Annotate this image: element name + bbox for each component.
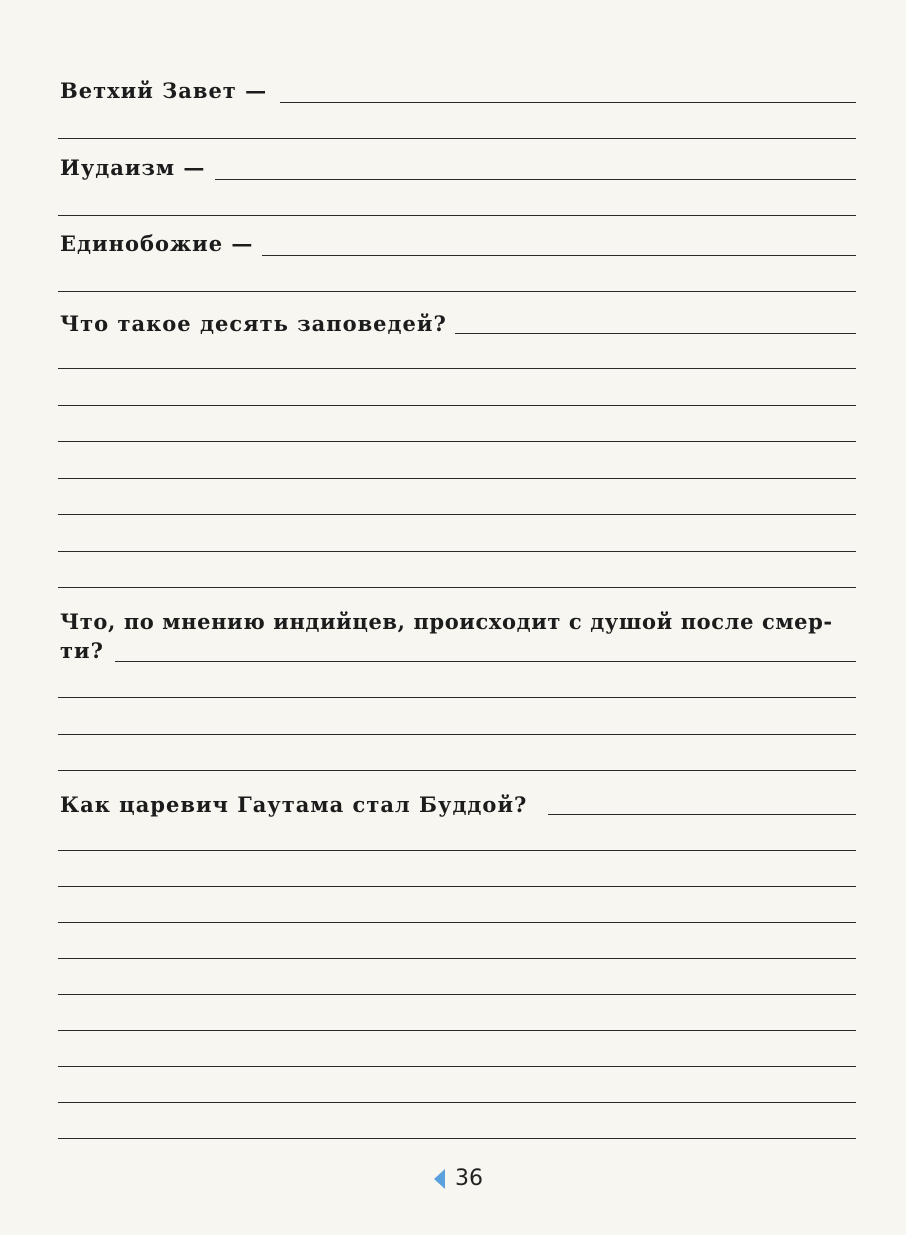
answer-line[interactable] bbox=[58, 514, 856, 515]
prompt-ten-commandments: Что такое десять заповедей? bbox=[60, 311, 447, 336]
answer-line[interactable] bbox=[58, 1066, 856, 1067]
answer-line[interactable] bbox=[58, 1102, 856, 1103]
prompt-old-testament: Ветхий Завет — bbox=[60, 78, 268, 103]
answer-line[interactable] bbox=[262, 255, 856, 256]
answer-line[interactable] bbox=[115, 661, 856, 662]
answer-line[interactable] bbox=[58, 886, 856, 887]
prompt-judaism: Иудаизм — bbox=[60, 155, 206, 180]
page-footer bbox=[434, 1166, 483, 1191]
answer-line[interactable] bbox=[58, 770, 856, 771]
answer-line[interactable] bbox=[455, 333, 856, 334]
answer-line[interactable] bbox=[58, 291, 856, 292]
answer-line[interactable] bbox=[58, 138, 856, 139]
answer-line[interactable] bbox=[548, 814, 856, 815]
answer-line[interactable] bbox=[58, 1138, 856, 1139]
answer-line[interactable] bbox=[58, 551, 856, 552]
answer-line[interactable] bbox=[58, 994, 856, 995]
answer-line[interactable] bbox=[58, 478, 856, 479]
answer-line[interactable] bbox=[58, 922, 856, 923]
answer-line[interactable] bbox=[280, 102, 856, 103]
answer-line[interactable] bbox=[58, 368, 856, 369]
answer-line[interactable] bbox=[58, 215, 856, 216]
answer-line[interactable] bbox=[58, 587, 856, 588]
answer-line[interactable] bbox=[58, 405, 856, 406]
answer-line[interactable] bbox=[215, 179, 856, 180]
answer-line[interactable] bbox=[58, 958, 856, 959]
prompt-indian-soul-continued: ти? bbox=[60, 638, 104, 663]
page-number: 36 bbox=[455, 1166, 483, 1191]
answer-line[interactable] bbox=[58, 697, 856, 698]
prompt-gautama: Как царевич Гаутама стал Буддой? bbox=[60, 792, 528, 817]
answer-line[interactable] bbox=[58, 441, 856, 442]
answer-line[interactable] bbox=[58, 850, 856, 851]
answer-line[interactable] bbox=[58, 734, 856, 735]
prompt-indian-soul: Что, по мнению индийцев, происходит с душой после смер- bbox=[60, 609, 833, 634]
answer-line[interactable] bbox=[58, 1030, 856, 1031]
left-arrow-icon bbox=[434, 1169, 445, 1189]
prompt-monotheism: Единобожие — bbox=[60, 231, 254, 256]
